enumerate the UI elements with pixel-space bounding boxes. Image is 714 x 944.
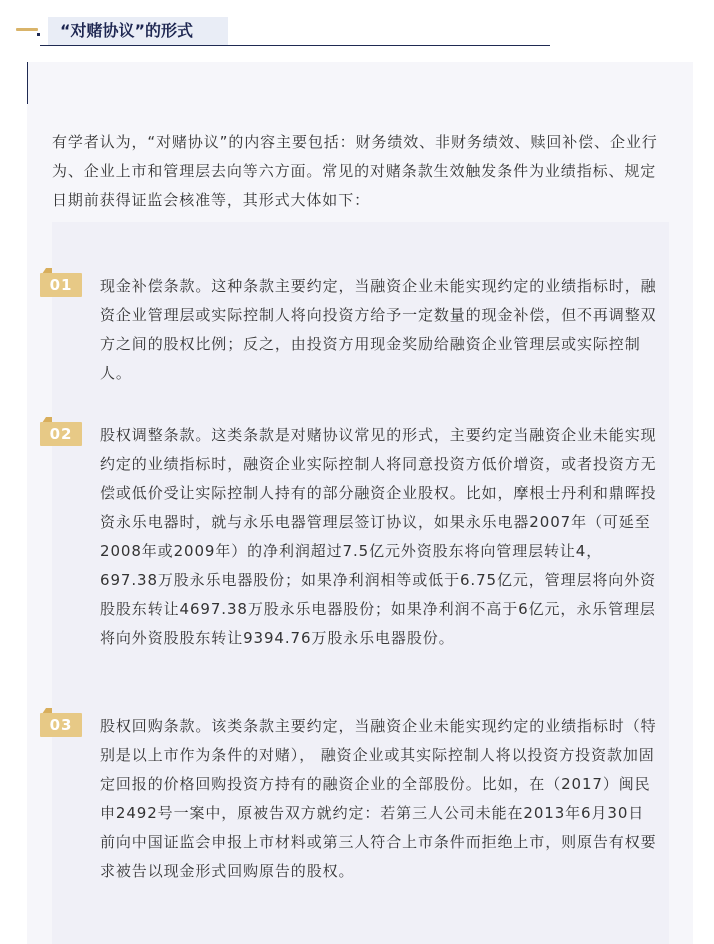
clause-text: 股权回购条款。该类条款主要约定，当融资企业未能实现约定的业绩指标时（特别是以上市作为条件的对赌）， 融资企业或其实际控制人将以投资方投资款加固定回报的价格回购投资方持有的融资企业的全部股份。比如，在（2017）闽民申2492号一案中，原被告双方就约定：若第三人公司未能在2013年6月30日前向中国证监会申报上市材料或第三人符合上市条件而拒绝上市，则原告有权要求被告以现金形式回购原告的股权。	[100, 717, 657, 880]
header-underline	[40, 45, 550, 46]
section-header	[0, 0, 714, 60]
badge-number: 01	[49, 276, 73, 294]
clause-text: 现金补偿条款。这种条款主要约定，当融资企业未能实现约定的业绩指标时，融资企业管理层或实际控制人将向投资方给予一定数量的现金补偿，但不再调整双方之间的股权比例；反之，由投资方用现金奖励给融资企业管理层或实际控制人。	[100, 277, 657, 382]
number-badge	[40, 417, 82, 447]
header-accent-dot	[37, 33, 40, 36]
clause-text: 股权调整条款。这类条款是对赌协议常见的形式，主要约定当融资企业未能实现约定的业绩指标时，融资企业实际控制人将同意投资方低价增资，或者投资方无偿或低价受让实际控制人持有的部分融资企业股权。比如，摩根士丹利和鼎晖投资永乐电器时，就与永乐电器管理层签订协议，如果永乐电器2007年（可延至2008年或2009年）的净利润超过7.5亿元外资股东将向管理层转让4，697.38万股永乐电器股份；如果净利润相等或低于6.75亿元，管理层将向外资股股东转让4697.38万股永乐电器股份；如果净利润不高于6亿元，永乐管理层将向外资股股东转让9394.76万股永乐电器股份。	[100, 426, 657, 647]
intro-paragraph: 有学者认为，“对赌协议”的内容主要包括：财务绩效、非财务绩效、赎回补偿、企业行为、企业上市和管理层去向等六方面。常见的对赌条款生效触发条件为业绩指标、规定日期前获得证监会核准等，其形式大体如下：	[52, 133, 658, 209]
header-accent-dash	[16, 28, 38, 31]
panel-left-bar	[27, 62, 28, 104]
section-title: “对赌协议”的形式	[60, 21, 194, 40]
number-badge	[40, 268, 82, 298]
badge-number: 03	[49, 716, 73, 734]
number-badge	[40, 708, 82, 738]
badge-number: 02	[49, 425, 73, 443]
